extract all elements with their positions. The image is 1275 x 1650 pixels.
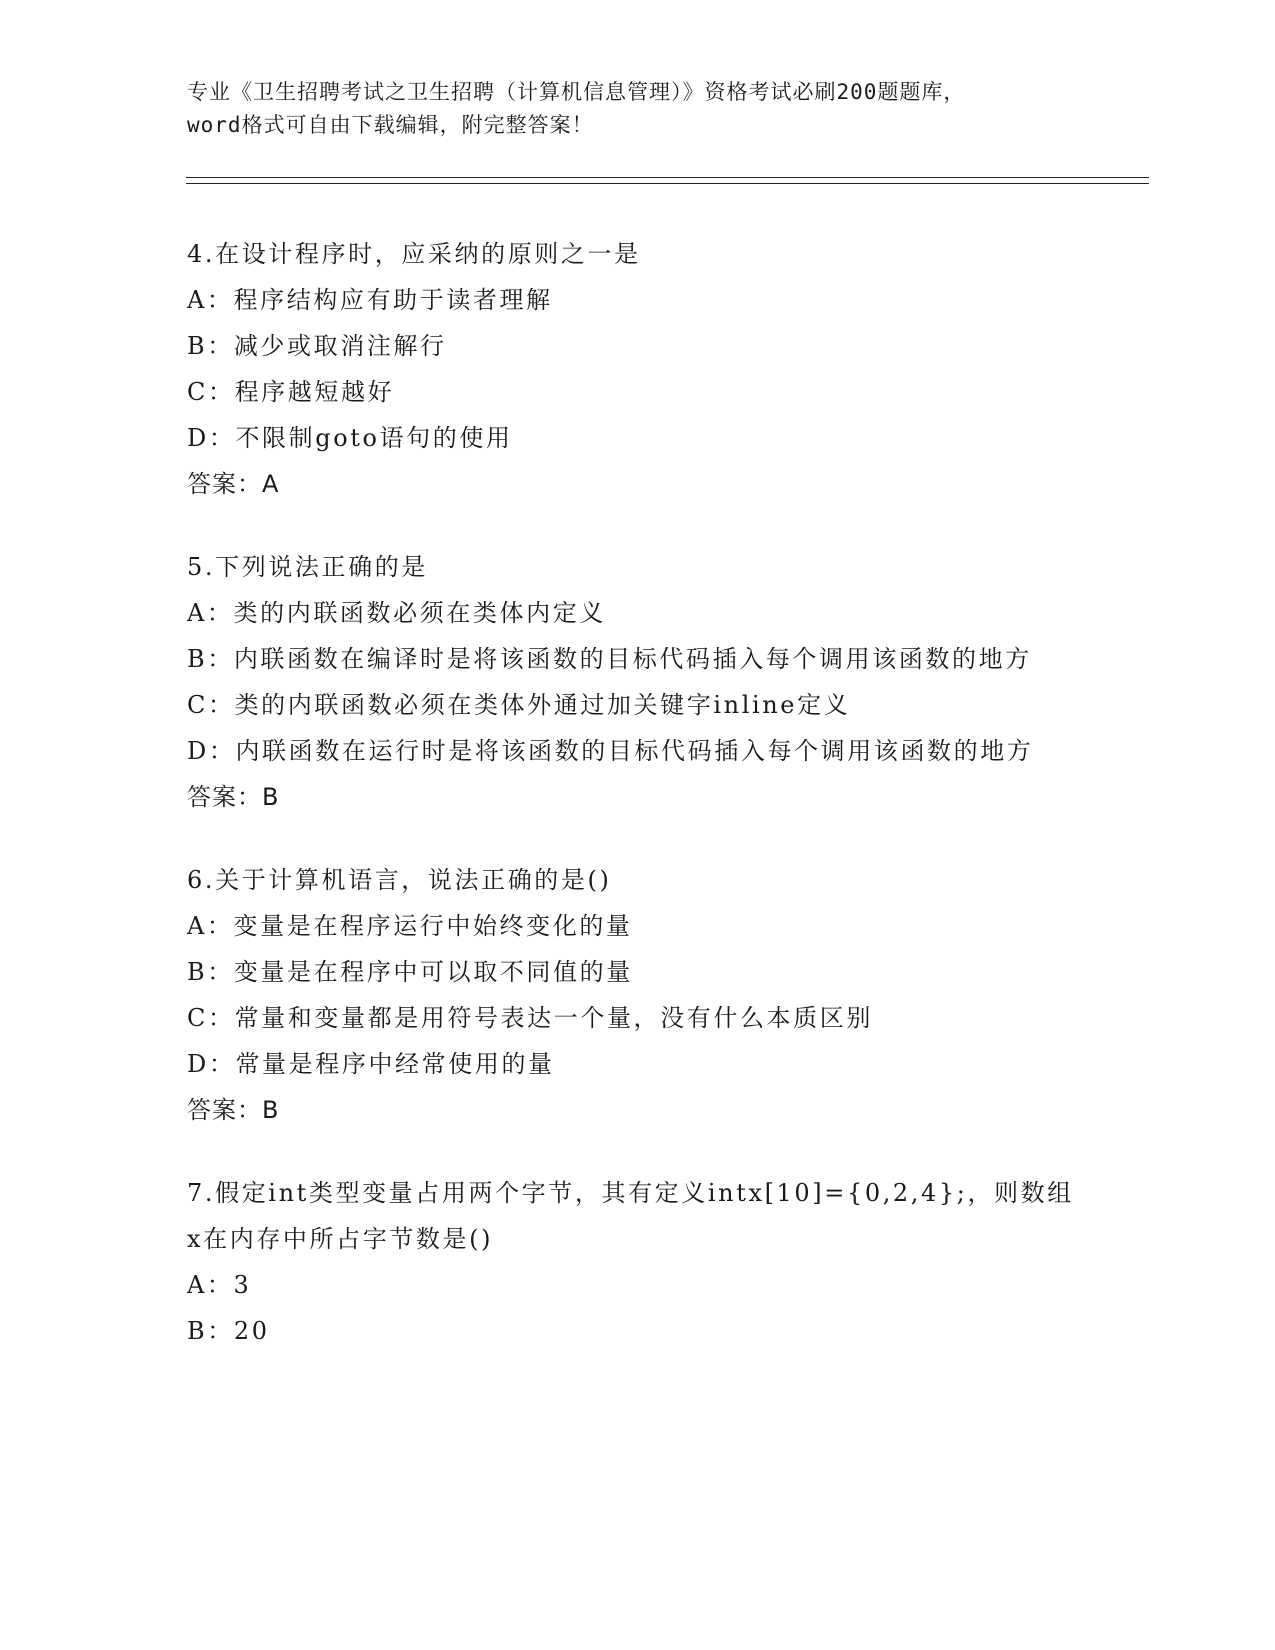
question-item	[187, 857, 1087, 1133]
question-item	[187, 544, 1087, 820]
question-stem: 4.在设计程序时，应采纳的原则之一是	[187, 240, 641, 268]
question-stem: 6.关于计算机语言，说法正确的是()	[187, 866, 612, 894]
option-a: A：变量是在程序运行中始终变化的量	[187, 912, 633, 940]
option-a: A：类的内联函数必须在类体内定义	[187, 599, 606, 627]
option-d: D：常量是程序中经常使用的量	[187, 1050, 555, 1078]
option-a: A：3	[187, 1271, 252, 1299]
question-item	[187, 231, 1087, 507]
header-title-line-1: 专业《卫生招聘考试之卫生招聘（计算机信息管理）》资格考试必刷200题题库，	[187, 80, 966, 104]
question-stem: 5.下列说法正确的是	[187, 553, 428, 581]
option-a: A：程序结构应有助于读者理解	[187, 286, 553, 314]
option-c: C：类的内联函数必须在类体外通过加关键字inline定义	[187, 691, 851, 719]
option-b: B：20	[187, 1317, 270, 1345]
option-b: B：变量是在程序中可以取不同值的量	[187, 958, 633, 986]
option-d: D：不限制goto语句的使用	[187, 424, 513, 452]
header-divider-top	[186, 177, 1149, 178]
header-divider-bottom	[186, 183, 1149, 184]
answer-text: 答案：B	[187, 783, 280, 811]
question-item	[187, 1170, 1087, 1354]
option-b: B：内联函数在编译时是将该函数的目标代码插入每个调用该函数的地方	[187, 645, 1032, 673]
question-list	[187, 231, 1087, 1391]
option-c: C：程序越短越好	[187, 378, 395, 406]
option-d: D：内联函数在运行时是将该函数的目标代码插入每个调用该函数的地方	[187, 737, 1034, 765]
option-c: C：常量和变量都是用符号表达一个量，没有什么本质区别	[187, 1004, 873, 1032]
header-title-line-2: word格式可自由下载编辑，附完整答案！	[187, 113, 594, 137]
answer-text: 答案：A	[187, 470, 280, 498]
document-header	[187, 76, 1107, 142]
answer-text: 答案：B	[187, 1096, 280, 1124]
option-b: B：减少或取消注解行	[187, 332, 447, 360]
question-stem: 7.假定int类型变量占用两个字节，其有定义intx[10]={0,2,4};，则数组x在内存中所占字节数是()	[187, 1179, 1074, 1253]
